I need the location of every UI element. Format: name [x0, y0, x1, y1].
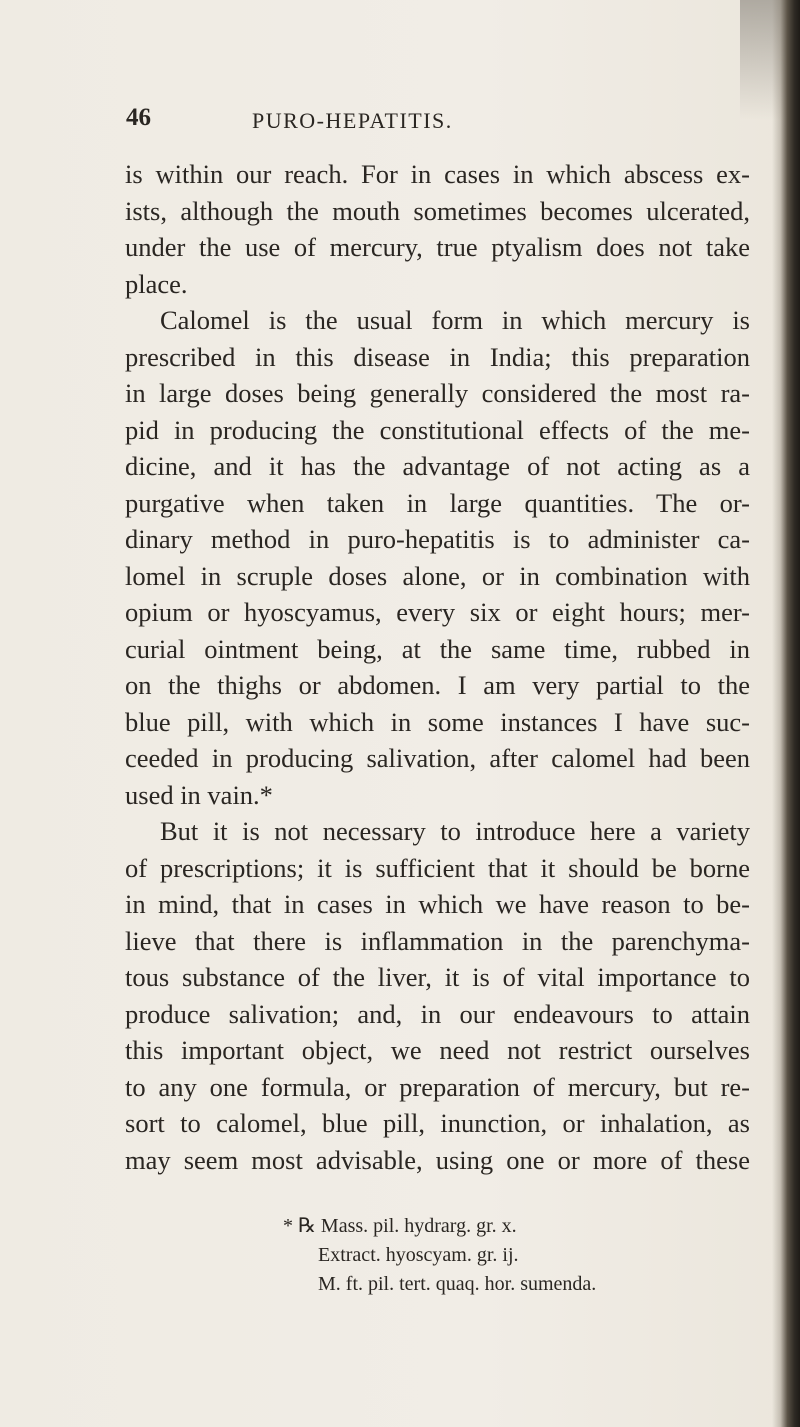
text-line: opium or hyoscyamus, every six or eight hours; mer-	[125, 597, 750, 627]
text-line: used in vain.*	[125, 779, 273, 810]
text-line: produce salivation; and, in our endeavours to attain	[125, 998, 750, 1029]
footnote-line: * ℞ Mass. pil. hydrarg. gr. x.	[283, 1215, 517, 1237]
text-line: purgative when taken in large quantities. The or-	[125, 487, 750, 518]
text-line: this important object, we need not restrict ourselves	[125, 1035, 750, 1065]
text-line: under the use of mercury, true ptyalism does not take	[125, 232, 750, 262]
text-line: lomel in scruple doses alone, or in combination with	[125, 560, 750, 591]
text-line: tous substance of the liver, it is of vital importance to	[125, 962, 750, 992]
footnote	[283, 1212, 743, 1299]
text-line: pid in producing the constitutional effects of the me-	[125, 414, 750, 445]
text-line: in large doses being generally considered the most ra-	[125, 378, 750, 408]
text-line: is within our reach. For in cases in which abscess ex-	[125, 159, 750, 189]
text-line: ists, although the mouth sometimes becomes ulcerated,	[125, 195, 750, 226]
text-line: dinary method in puro-hepatitis is to administer ca-	[125, 524, 750, 554]
text-line: prescribed in this disease in India; this preparation	[125, 341, 750, 372]
text-line: curial ointment being, at the same time, rubbed in	[125, 633, 750, 664]
footnote-line: M. ft. pil. tert. quaq. hor. sumenda.	[318, 1273, 597, 1295]
text-line: may seem most advisable, using one or more of these	[125, 1144, 750, 1175]
text-line: of prescriptions; it is sufficient that it should be borne	[125, 852, 750, 883]
footnote-line: Extract. hyoscyam. gr. ij.	[318, 1244, 519, 1266]
text-line: But it is not necessary to introduce here a variety	[160, 816, 750, 846]
text-line: sort to calomel, blue pill, inunction, or inhalation, as	[125, 1108, 750, 1138]
page-number: 46	[126, 104, 151, 131]
text-line: ceeded in producing salivation, after calomel had been	[125, 743, 750, 773]
text-line: to any one formula, or preparation of mercury, but re-	[125, 1071, 750, 1102]
text-line: place.	[125, 268, 188, 299]
text-line: dicine, and it has the advantage of not acting as a	[125, 451, 750, 481]
running-head: PURO-HEPATITIS.	[252, 108, 453, 133]
text-line: lieve that there is inflammation in the parenchyma-	[125, 925, 750, 956]
body-text	[125, 156, 750, 1178]
text-line: in mind, that in cases in which we have reason to be-	[125, 889, 750, 919]
page-binding-edge	[772, 0, 800, 1427]
text-line: on the thighs or abdomen. I am very partial to the	[125, 670, 750, 700]
text-line: Calomel is the usual form in which mercury is	[160, 305, 750, 335]
text-line: blue pill, with which in some instances I have suc-	[125, 706, 750, 737]
